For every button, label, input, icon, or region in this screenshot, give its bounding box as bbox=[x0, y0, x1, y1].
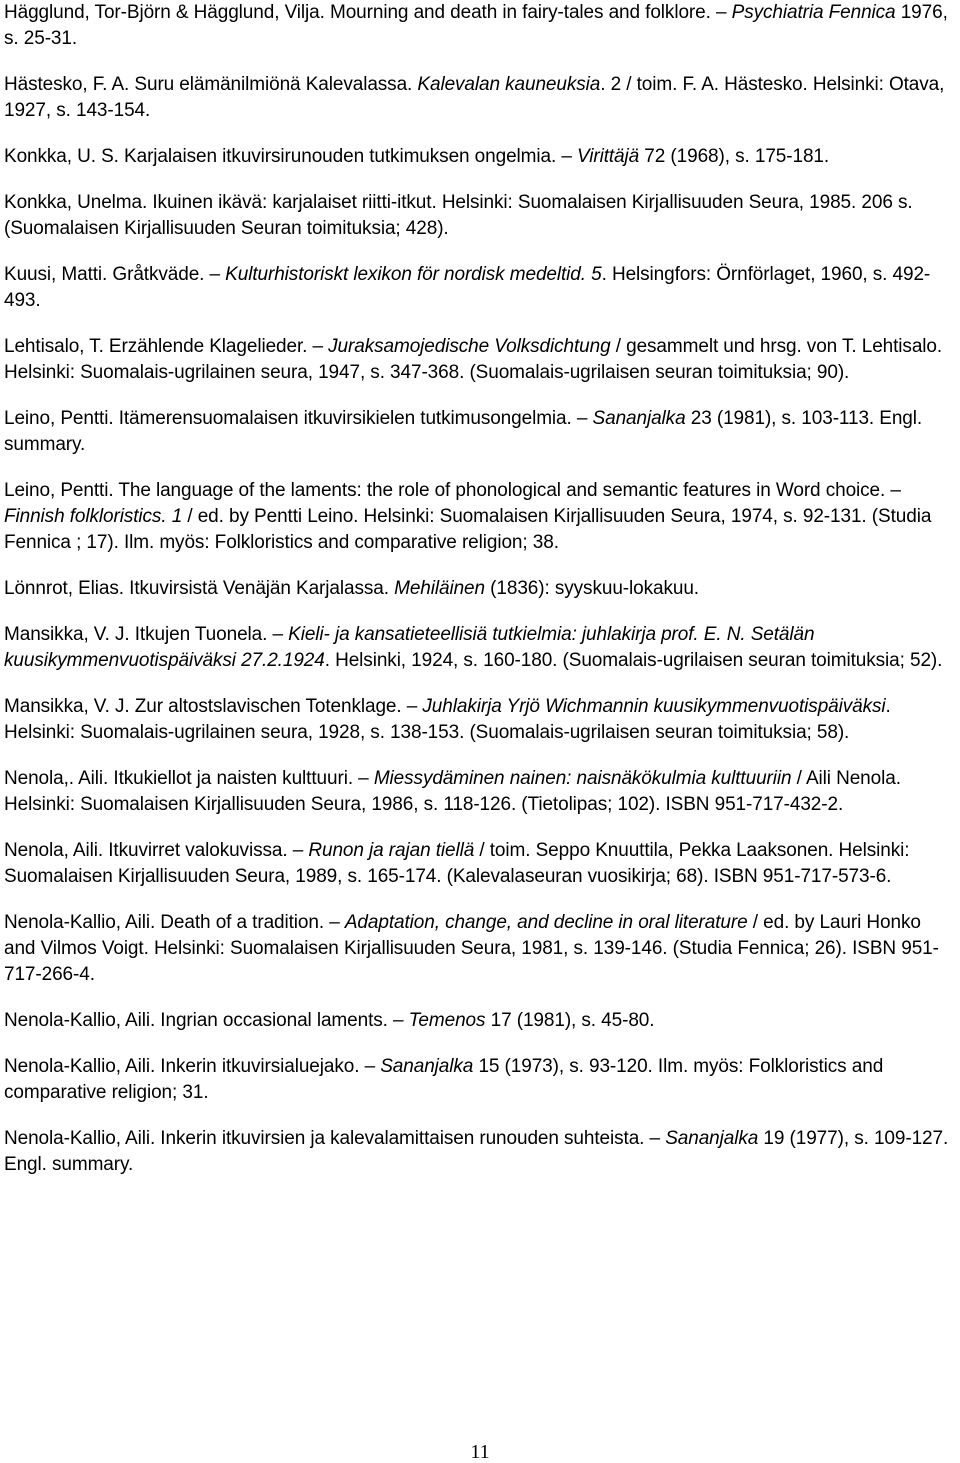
reference-text: Nenola-Kallio, Aili. Ingrian occasional laments. – bbox=[4, 1010, 409, 1031]
reference-text: 1976, s. 25-31. bbox=[4, 2, 948, 49]
reference-text: Nenola, Aili. Itkuvirret valokuvissa. – bbox=[4, 840, 309, 861]
reference-text: / ed. by Lauri Honko and Vilmos Voigt. Helsinki: Suomalaisen Kirjallisuuden Seura, 1981, s. 139-146. (Studia Fennica; 26). ISBN 951-717-266-4. bbox=[4, 912, 939, 985]
reference-text: (1836): syyskuu-lokakuu. bbox=[485, 578, 699, 599]
reference-entry bbox=[4, 622, 956, 674]
reference-entry bbox=[4, 1054, 956, 1106]
reference-entry bbox=[4, 766, 956, 818]
reference-title-italic: Psychiatria Fennica bbox=[731, 2, 896, 23]
reference-text: Nenola-Kallio, Aili. Death of a tradition. – bbox=[4, 912, 345, 933]
reference-entry bbox=[4, 694, 956, 746]
reference-text: . Helsinki: Suomalais-ugrilainen seura, 1928, s. 138-153. (Suomalais-ugrilaisen seuran toimituksia; 58). bbox=[4, 696, 891, 743]
reference-entry bbox=[4, 910, 956, 988]
reference-text: Leino, Pentti. The language of the laments: the role of phonological and semantic features in Word choice. – bbox=[4, 480, 901, 501]
reference-title-italic: Adaptation, change, and decline in oral literature bbox=[344, 912, 748, 933]
reference-text: . 2 / toim. F. A. Hästesko. Helsinki: Otava, 1927, s. 143-154. bbox=[4, 74, 945, 121]
reference-title-italic: Kieli- ja kansatieteellisiä tutkielmia: juhlakirja prof. E. N. Setälän kuusikymmenvuotispäiväksi 27.2.1924 bbox=[4, 624, 815, 671]
reference-text: / toim. Seppo Knuuttila, Pekka Laaksonen. Helsinki: Suomalaisen Kirjallisuuden Seura, 1989, s. 165-174. (Kalevalaseuran vuosikirja; 68). ISBN 951-717-573-6. bbox=[4, 840, 910, 887]
reference-entry bbox=[4, 1008, 956, 1034]
reference-title-italic: Virittäjä bbox=[577, 146, 640, 167]
reference-text: Konkka, U. S. Karjalaisen itkuvirsirunouden tutkimuksen ongelmia. – bbox=[4, 146, 577, 167]
reference-text: Hägglund, Tor-Björn & Hägglund, Vilja. Mourning and death in fairy-tales and folklore. – bbox=[4, 2, 732, 23]
reference-title-italic: Kulturhistoriskt lexikon för nordisk medeltid. 5 bbox=[225, 264, 602, 285]
reference-title-italic: Kalevalan kauneuksia bbox=[417, 74, 601, 95]
reference-text: . Helsingfors: Örnförlaget, 1960, s. 492-493. bbox=[4, 264, 931, 311]
reference-title-italic: Finnish folkloristics. 1 bbox=[4, 506, 183, 527]
reference-entry bbox=[4, 72, 956, 124]
reference-text: 72 (1968), s. 175-181. bbox=[639, 146, 830, 167]
reference-title-italic: Sananjalka bbox=[592, 408, 686, 429]
reference-title-italic: Sananjalka bbox=[380, 1056, 474, 1077]
reference-text: Lehtisalo, T. Erzählende Klagelieder. – bbox=[4, 336, 329, 357]
reference-text: Kuusi, Matti. Gråtkväde. – bbox=[4, 264, 226, 285]
reference-title-italic: Miessydäminen nainen: naisnäkökulmia kulttuuriin bbox=[373, 768, 792, 789]
reference-entry bbox=[4, 334, 956, 386]
reference-text: 23 (1981), s. 103-113. Engl. summary. bbox=[4, 408, 923, 455]
reference-title-italic: Sananjalka bbox=[665, 1128, 759, 1149]
reference-text: Mansikka, V. J. Zur altostslavischen Totenklage. – bbox=[4, 696, 423, 717]
reference-text: Lönnrot, Elias. Itkuvirsistä Venäjän Karjalassa. bbox=[4, 578, 395, 599]
reference-entry bbox=[4, 144, 956, 170]
reference-title-italic: Runon ja rajan tiellä bbox=[308, 840, 475, 861]
reference-entry bbox=[4, 406, 956, 458]
reference-entry bbox=[4, 576, 956, 602]
reference-entry bbox=[4, 478, 956, 556]
reference-title-italic: Juraksamojedische Volksdichtung bbox=[328, 336, 611, 357]
reference-text: Konkka, Unelma. Ikuinen ikävä: karjalaiset riitti-itkut. Helsinki: Suomalaisen Kirjallisuuden Seura, 1985. 206 s. (Suomalaisen Kirjallisuuden Seuran toimituksia; 428). bbox=[4, 192, 913, 239]
reference-text: / Aili Nenola. Helsinki: Suomalaisen Kirjallisuuden Seura, 1986, s. 118-126. (Tietolipas; 102). ISBN 951-717-432-2. bbox=[4, 768, 901, 815]
reference-text: . Helsinki, 1924, s. 160-180. (Suomalais-ugrilaisen seuran toimituksia; 52). bbox=[324, 650, 943, 671]
reference-entry bbox=[4, 0, 956, 52]
reference-text: Mansikka, V. J. Itkujen Tuonela. – bbox=[4, 624, 289, 645]
reference-entry bbox=[4, 190, 956, 242]
reference-text: Nenola,. Aili. Itkukiellot ja naisten kulttuuri. – bbox=[4, 768, 374, 789]
reference-title-italic: Temenos bbox=[408, 1010, 486, 1031]
reference-text: 17 (1981), s. 45-80. bbox=[485, 1010, 655, 1031]
page-number: 11 bbox=[470, 1441, 490, 1463]
reference-text: 19 (1977), s. 109-127. Engl. summary. bbox=[4, 1128, 949, 1175]
reference-entry bbox=[4, 1126, 956, 1178]
reference-text: Nenola-Kallio, Aili. Inkerin itkuvirsien ja kalevalamittaisen runouden suhteista. – bbox=[4, 1128, 666, 1149]
reference-text: Leino, Pentti. Itämerensuomalaisen itkuvirsikielen tutkimusongelmia. – bbox=[4, 408, 593, 429]
reference-title-italic: Mehiläinen bbox=[394, 578, 485, 599]
reference-text: / ed. by Pentti Leino. Helsinki: Suomalaisen Kirjallisuuden Seura, 1974, s. 92-131. (Studia Fennica ; 17). Ilm. myös: Folkloristics and comparative religion; 38. bbox=[4, 506, 932, 553]
reference-text: 15 (1973), s. 93-120. Ilm. myös: Folkloristics and comparative religion; 31. bbox=[4, 1056, 884, 1103]
reference-entry bbox=[4, 838, 956, 890]
reference-title-italic: Juhlakirja Yrjö Wichmannin kuusikymmenvuotispäiväksi bbox=[422, 696, 886, 717]
reference-text: / gesammelt und hrsg. von T. Lehtisalo. Helsinki: Suomalais-ugrilainen seura, 1947, s. 347-368. (Suomalais-ugrilaisen seuran toimituksia; 90). bbox=[4, 336, 943, 383]
reference-entry bbox=[4, 262, 956, 314]
reference-list bbox=[4, 0, 956, 1198]
reference-text: Nenola-Kallio, Aili. Inkerin itkuvirsialuejako. – bbox=[4, 1056, 381, 1077]
reference-text: Hästesko, F. A. Suru elämänilmiönä Kalevalassa. bbox=[4, 74, 418, 95]
